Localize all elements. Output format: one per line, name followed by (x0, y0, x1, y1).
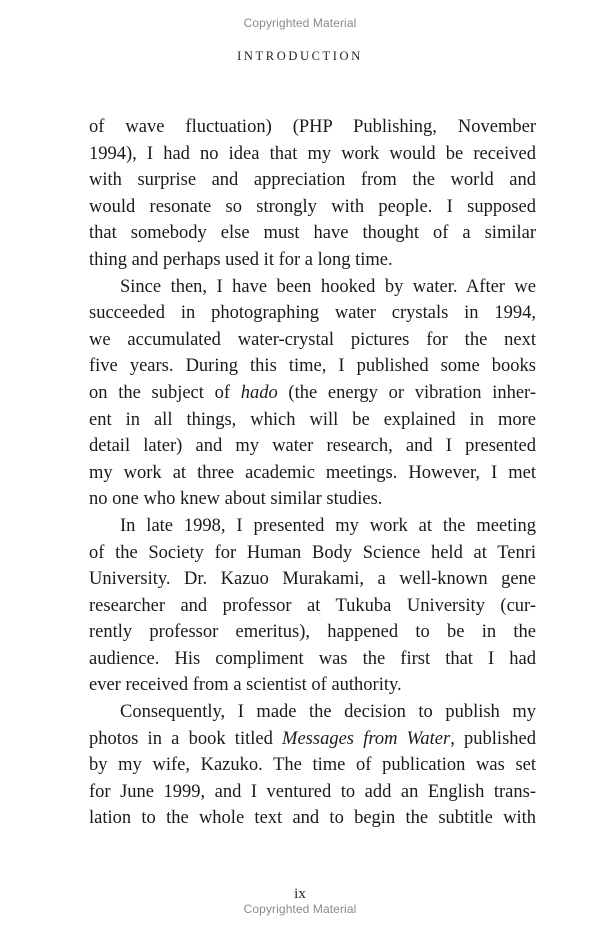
text-line: In late 1998, I presented my work at the meeting (120, 515, 536, 536)
text-line: University. Dr. Kazuo Murakami, a well-known gene (89, 569, 536, 590)
running-head: INTRODUCTION (237, 49, 363, 63)
text-line: of wave fluctuation) (PHP Publishing, November (89, 117, 536, 137)
italic-phrase: hado (240, 382, 278, 403)
text-line: ent in all things, which will be explained in more (89, 409, 536, 430)
text-line: five years. During this time, I published some books (89, 356, 536, 377)
text-line: Since then, I have been hooked by water. After we (120, 276, 536, 297)
paragraph (89, 513, 536, 699)
copyright-watermark-bottom: Copyrighted Material (243, 902, 357, 916)
text-line-with-italic: on the subject of hado (the energy or vibration inher- (89, 382, 537, 403)
paragraph (89, 114, 536, 274)
text-line: for June 1999, and I ventured to add an English trans- (89, 781, 536, 802)
text-line: detail later) and my water research, and I presented (89, 436, 536, 457)
text-line: researcher and professor at Tukuba University (cur- (89, 595, 536, 616)
text-line: Consequently, I made the decision to publish my (120, 702, 536, 723)
text-line: my work at three academic meetings. However, I met (89, 462, 536, 483)
text-line: lation to the whole text and to begin the subtitle with (89, 808, 536, 829)
text-line: by my wife, Kazuko. The time of publication was set (89, 755, 536, 776)
copyright-watermark-top: Copyrighted Material (243, 16, 357, 30)
text-line: audience. His compliment was the first that I had (89, 648, 536, 669)
text-line: succeeded in photographing water crystals in 1994, (89, 303, 536, 324)
text-line: ever received from a scientist of authority. (89, 675, 402, 696)
text-line: would resonate so strongly with people. I supposed (89, 196, 536, 217)
page-number: ix (294, 886, 306, 902)
text-line: that somebody else must have thought of a similar (89, 223, 536, 244)
body-text (89, 114, 536, 832)
text-line: no one who knew about similar studies. (89, 489, 383, 510)
text-line: we accumulated water-crystal pictures for the next (89, 329, 536, 350)
text-line: thing and perhaps used it for a long time. (89, 249, 393, 270)
italic-phrase: Messages from Water (282, 728, 451, 749)
text-line: rently professor emeritus), happened to be in the (89, 622, 536, 643)
text-line-with-italic: photos in a book titled Messages from Water, published (89, 728, 536, 749)
text-line: with surprise and appreciation from the world and (89, 170, 536, 191)
text-line: 1994), I had no idea that my work would be received (89, 143, 536, 164)
paragraph (89, 274, 536, 513)
text-line: of the Society for Human Body Science held at Tenri (89, 542, 536, 563)
paragraph (89, 699, 536, 832)
